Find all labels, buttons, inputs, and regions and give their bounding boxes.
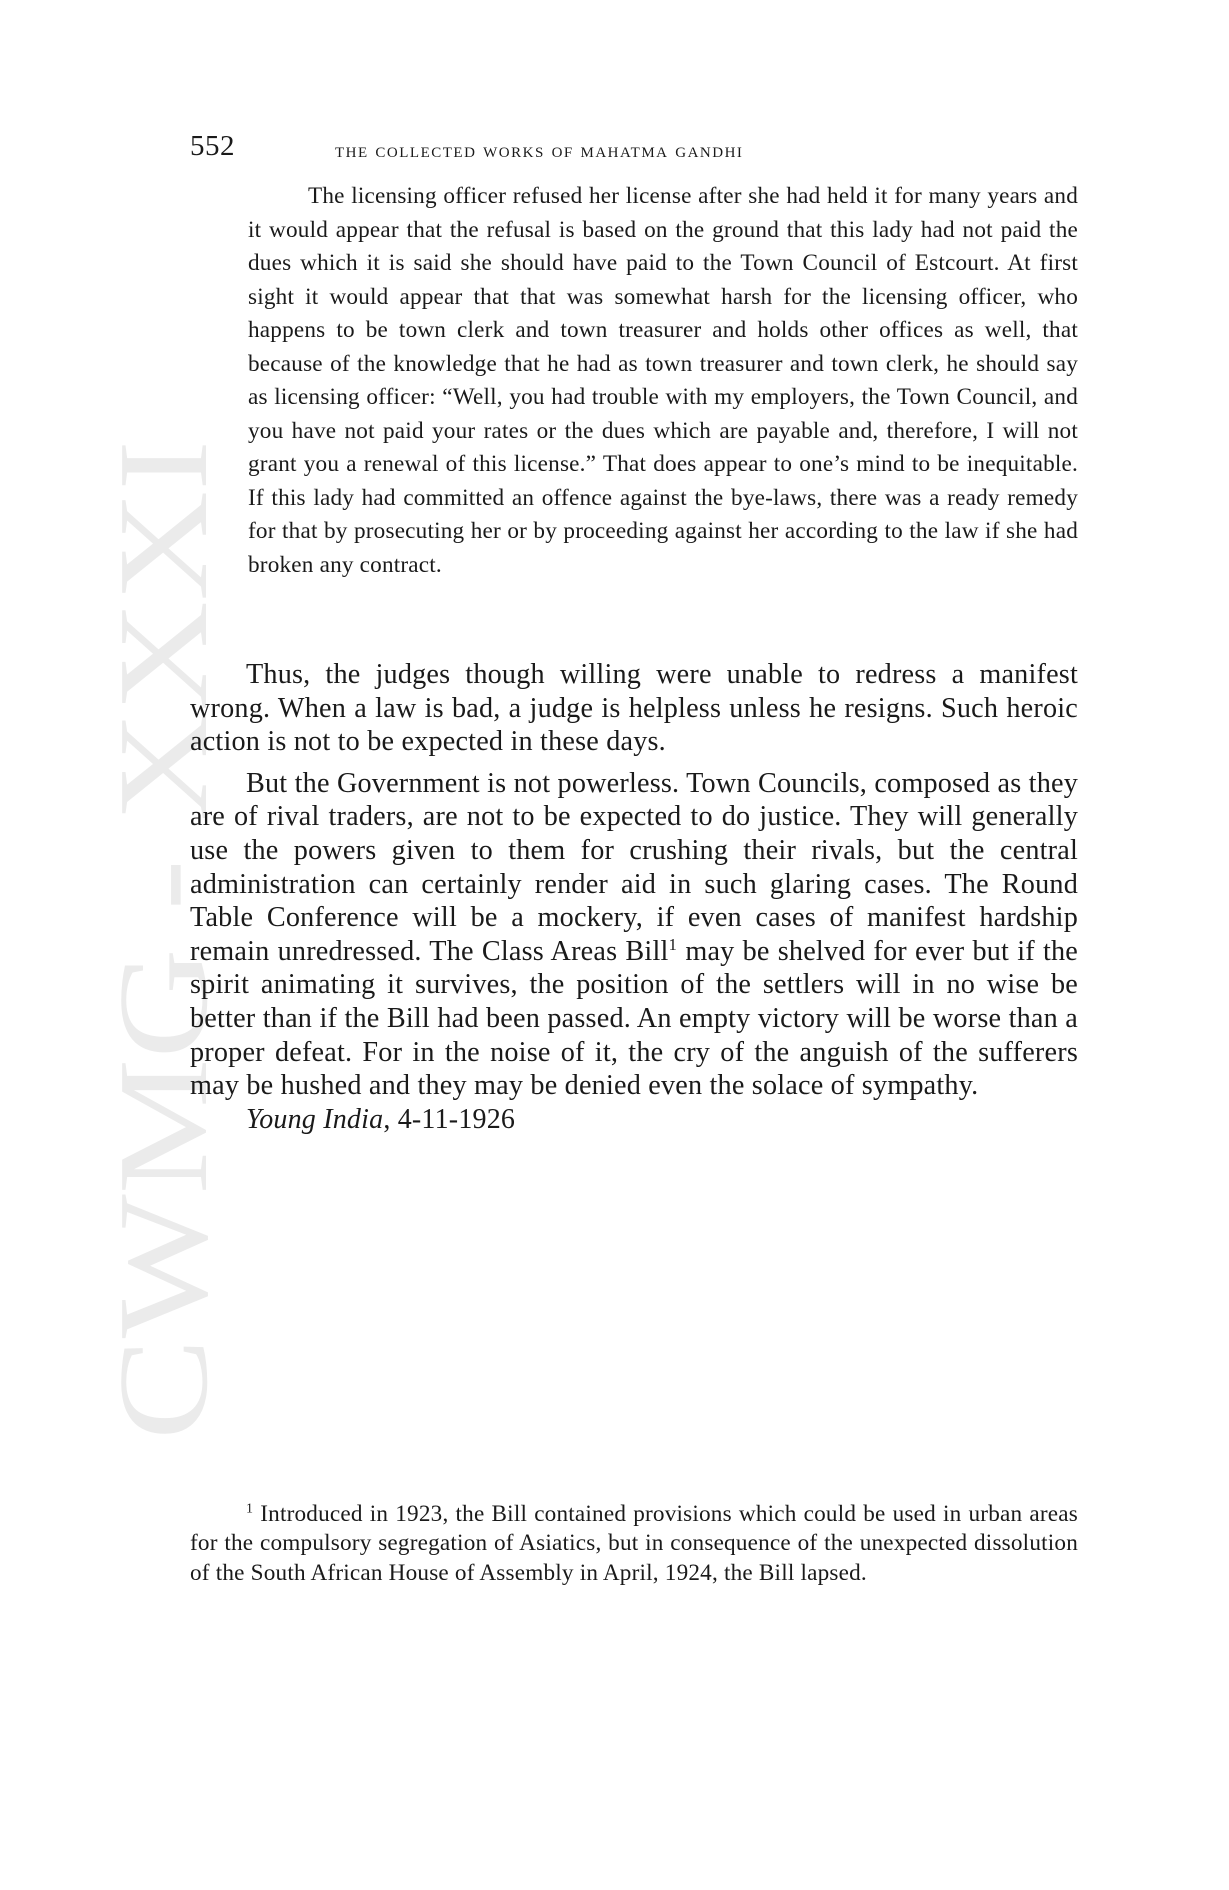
page-header	[190, 130, 1080, 170]
paragraph	[190, 658, 1078, 759]
footnote-text: Introduced in 1923, the Bill contained provisions which could be used in urban areas for the compulsory segregation of Asiatics, but in consequence of the unexpected dissolution of the South African House of Assembly in April, 1924, the Bill lapsed.	[190, 1501, 1078, 1586]
footnote	[190, 1500, 1078, 1588]
block-quote	[248, 180, 1078, 582]
paragraph	[190, 767, 1078, 1103]
paragraph-text: may be shelved for ever but if the spirit animating it survives, the position of the settlers will in no wise be better than if the Bill had been passed. An empty victory will be worse than a proper defeat. For in the noise of it, the cry of the anguish of the sufferers may be hushed and they may be denied even the solace of sympathy.	[190, 935, 1079, 1102]
source-citation	[190, 1103, 1078, 1137]
paragraph-text: But the Government is not powerless. Town Councils, composed as they are of rival traders, are not to be expected to do justice. They will generally use the powers given to them for crushing their rivals, but the central administration can certainly render aid in such glaring cases. The Round Table Conference will be a mockery, if even cases of manifest hardship remain unredressed. The Class Areas Bill	[190, 767, 1078, 967]
main-text	[190, 658, 1078, 1136]
source-date: , 4-11-1926	[383, 1103, 516, 1135]
footnote-reference[interactable]: 1	[668, 934, 678, 954]
running-title: the collected works of mahatma gandhi	[335, 138, 744, 162]
watermark-text: CWMG - XXXI	[92, 601, 234, 1440]
paragraph-text: Thus, the judges though willing were unable to redress a manifest wrong. When a law is bad, a judge is helpless unless he resigns. Such heroic action is not to be expected in these days.	[190, 659, 1078, 758]
source-publication: Young India	[246, 1103, 384, 1135]
block-quote-text: The licensing officer refused her license after she had held it for many years and it would appear that the refusal is based on the ground that this lady had not paid the dues which it is said she should have paid to the Town Council of Estcourt. At first sight it would appear that that was somewhat harsh for the licensing officer, who happens to be town clerk and town treasurer and holds other offices as well, that because of the knowledge that he had as town treasurer and town clerk, he should say as licensing officer: “Well, you had trouble with my employers, the Town Council, and you have not paid your rates or the dues which are payable and, therefore, I will not grant you a renewal of this license.” That does appear to one’s mind to be inequitable. If this lady had committed an offence against the bye-laws, there was a ready remedy for that by prosecuting her or by proceeding against her according to the law if she had broken any contract.	[248, 183, 1078, 578]
footnote-marker: 1	[246, 1501, 254, 1517]
page-number: 552	[190, 130, 235, 162]
